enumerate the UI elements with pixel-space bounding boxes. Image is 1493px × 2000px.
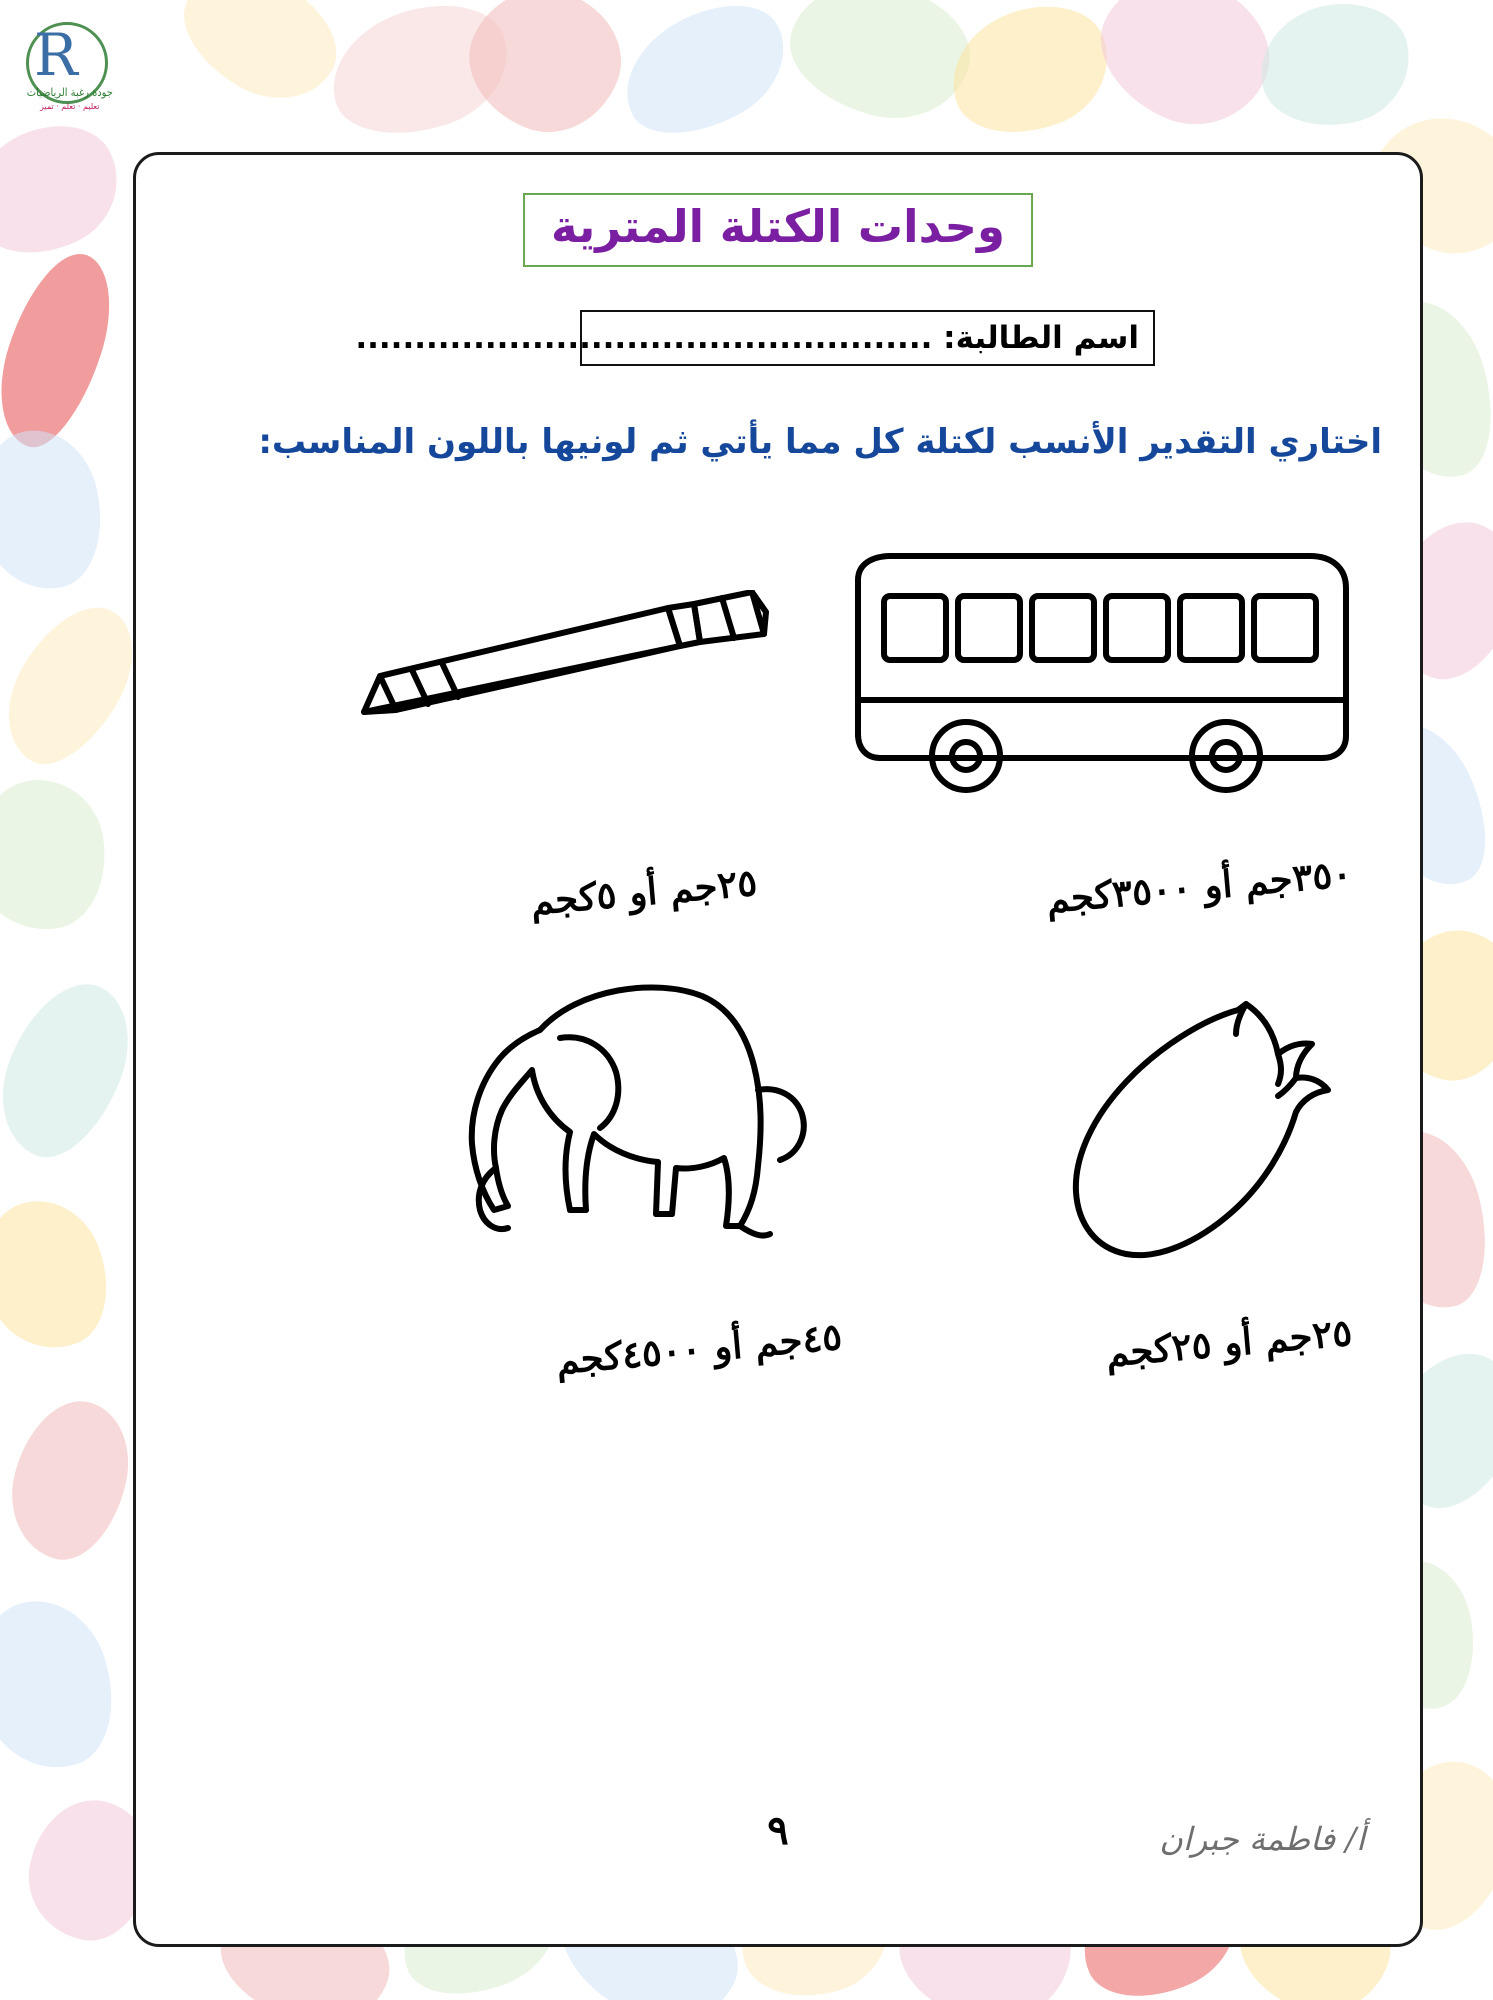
confetti-blob bbox=[604, 0, 806, 158]
strawberry-icon bbox=[1050, 980, 1350, 1300]
confetti-blob bbox=[0, 772, 115, 939]
confetti-blob bbox=[163, 0, 357, 123]
confetti-blob bbox=[0, 1584, 133, 1786]
confetti-blob bbox=[1078, 0, 1291, 149]
confetti-blob bbox=[1249, 0, 1421, 139]
student-name-label: اسم الطالبة: ................................................. bbox=[355, 320, 1139, 356]
page-title: وحدات الكتلة المترية bbox=[551, 200, 1005, 253]
pencil-icon bbox=[350, 590, 780, 790]
logo-letter: R bbox=[34, 21, 78, 89]
item-strawberry-caption: ٢٥جم أو ٢٥كجم bbox=[1103, 1310, 1354, 1376]
item-bus-caption: ٣٥٠جم أو ٣٥٠٠كجم bbox=[1044, 851, 1354, 922]
confetti-blob bbox=[0, 419, 115, 600]
item-strawberry[interactable] bbox=[910, 980, 1354, 1376]
elephant-icon bbox=[410, 970, 840, 1300]
exercise-items bbox=[136, 540, 1420, 1740]
confetti-blob bbox=[0, 1184, 127, 1366]
student-name-field[interactable] bbox=[355, 310, 1155, 366]
item-pencil[interactable] bbox=[350, 590, 780, 924]
item-bus[interactable] bbox=[840, 540, 1360, 922]
item-elephant-caption: ٤٥جم أو ٤٥٠٠كجم bbox=[554, 1314, 844, 1383]
page-number: ٩ bbox=[767, 1807, 789, 1854]
worksheet-title-box bbox=[523, 193, 1033, 267]
item-elephant[interactable] bbox=[360, 970, 844, 1383]
logo-subtagline: تعليم · تعلم · تميز bbox=[40, 102, 100, 111]
teacher-signature: أ/ فاطمة جبران bbox=[1159, 1820, 1365, 1858]
logo bbox=[18, 12, 128, 117]
instruction-text: اختاري التقدير الأنسب لكتلة كل مما يأتي ثم لونيها باللون المناسب: bbox=[258, 422, 1382, 462]
confetti-blob bbox=[934, 0, 1125, 154]
confetti-blob bbox=[777, 0, 983, 135]
confetti-blob bbox=[0, 241, 129, 459]
confetti-blob bbox=[0, 966, 150, 1174]
confetti-blob bbox=[0, 1389, 143, 1571]
item-pencil-caption: ٢٥جم أو ٥كجم bbox=[528, 860, 759, 924]
worksheet-sheet bbox=[133, 152, 1423, 1947]
confetti-blob bbox=[0, 104, 138, 276]
logo-tagline: جودة رغبة الرياضيات bbox=[26, 86, 113, 99]
bus-icon bbox=[840, 540, 1360, 840]
